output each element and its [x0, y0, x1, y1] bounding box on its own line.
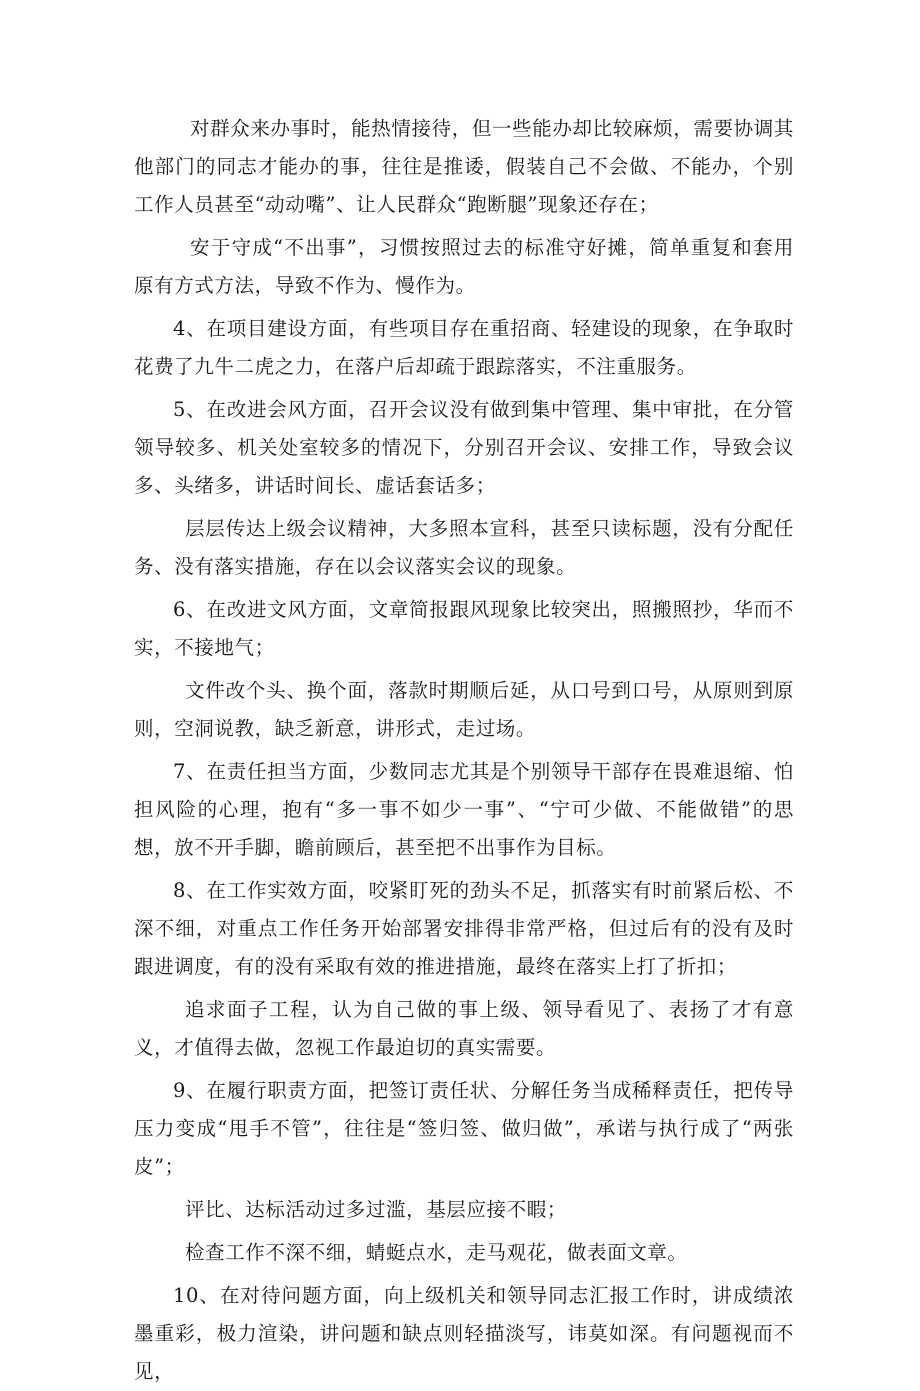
paragraph-item-5: 5、在改进会风方面，召开会议没有做到集中管理、集中审批，在分管领导较多、机关处室较多的情况下，分别召开会议、安排工作，导致会议多、头绪多，讲话时间长、虚话套话多；	[134, 398, 794, 497]
paragraph-item-4: 4、在项目建设方面，有些项目存在重招商、轻建设的现象，在争取时花费了九牛二虎之力，在落户后却疏于跟踪落实，不注重服务。	[134, 317, 794, 378]
paragraph-5-sub: 层层传达上级会议精神，大多照本宣科，甚至只读标题，没有分配任务、没有落实措施，存在以会议落实会议的现象。	[134, 517, 794, 578]
paragraph-6-sub: 文件改个头、换个面，落款时期顺后延，从口号到口号，从原则到原则，空洞说教，缺乏新意，讲形式，走过场。	[134, 679, 794, 740]
paragraph-8-sub: 追求面子工程，认为自己做的事上级、领导看见了、表扬了才有意义，才值得去做，忽视工作最迫切的真实需要。	[134, 998, 794, 1059]
paragraph-1: 对群众来办事时，能热情接待，但一些能办却比较麻烦，需要协调其他部门的同志才能办的事，往往是推诿，假装自己不会做、不能办，个别工作人员甚至“动动嘴”、让人民群众“跑断腿”现象还存在；	[134, 117, 794, 216]
paragraph-item-7: 7、在责任担当方面，少数同志尤其是个别领导干部存在畏难退缩、怕担风险的心理，抱有“多一事不如少一事”、“宁可少做、不能做错”的思想，放不开手脚，瞻前顾后，甚至把不出事作为目标。	[134, 760, 794, 859]
paragraph-item-10: 10、在对待问题方面，向上级机关和领导同志汇报工作时，讲成绩浓墨重彩，极力渲染，讲问题和缺点则轻描淡写，讳莫如深。有问题视而不见，	[134, 1284, 794, 1383]
document-body	[134, 110, 794, 1391]
paragraph-item-6: 6、在改进文风方面，文章简报跟风现象比较突出，照搬照抄，华而不实，不接地气；	[134, 598, 794, 659]
paragraph-9-sub-2: 检查工作不深不细，蜻蜓点水，走马观花，做表面文章。	[185, 1241, 688, 1264]
paragraph-2: 安于守成“不出事”，习惯按照过去的标准守好摊，简单重复和套用原有方式方法，导致不作为、慢作为。	[134, 236, 794, 297]
paragraph-item-9: 9、在履行职责方面，把签订责任状、分解任务当成稀释责任，把传导压力变成“甩手不管”，往往是“签归签、做归做”，承诺与执行成了“两张皮”；	[134, 1079, 794, 1178]
paragraph-9-sub-1: 评比、达标活动过多过滥，基层应接不暇；	[185, 1198, 567, 1221]
paragraph-item-8: 8、在工作实效方面，咬紧盯死的劲头不足，抓落实有时前紧后松、不深不细，对重点工作任务开始部署安排得非常严格，但过后有的没有及时跟进调度，有的没有采取有效的推进措施，最终在落实上打了折扣；	[134, 879, 794, 978]
